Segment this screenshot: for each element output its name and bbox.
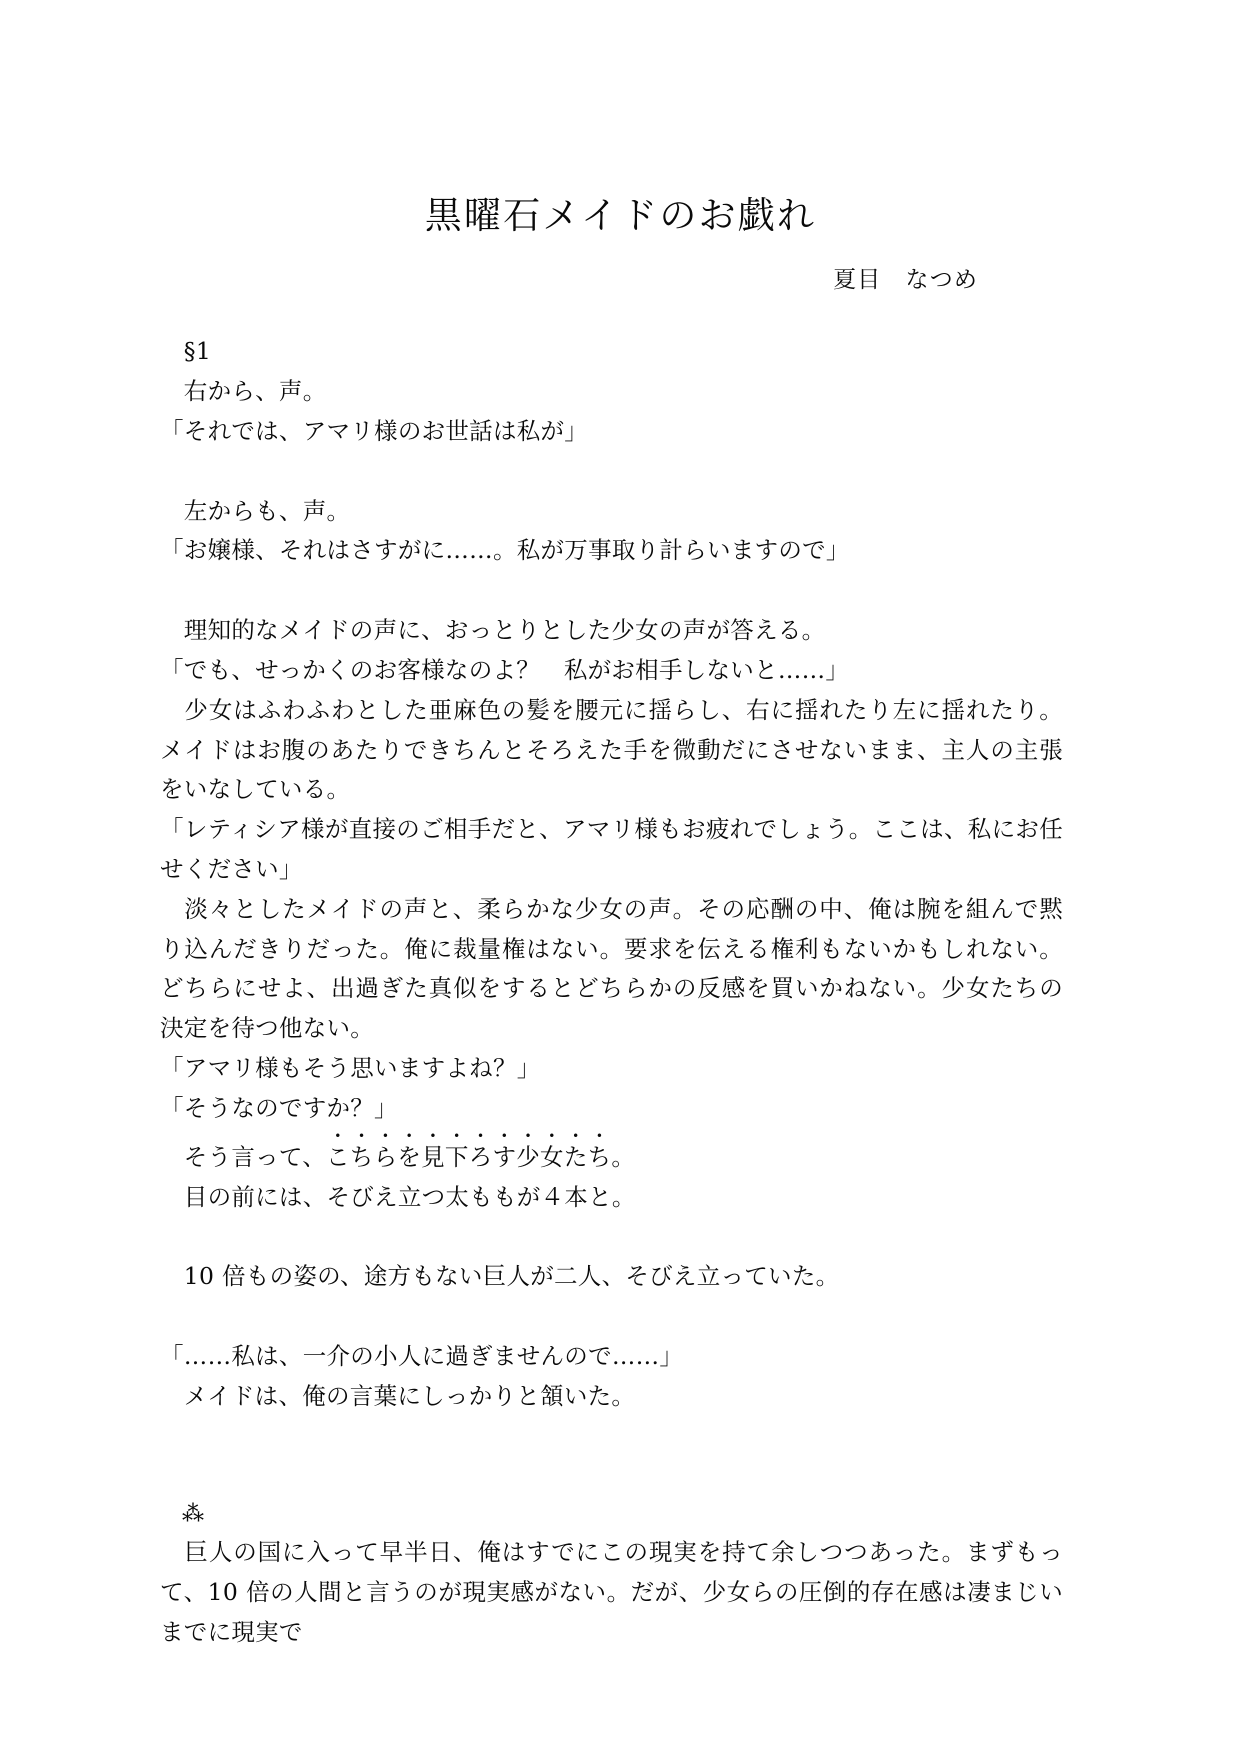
dialogue-line: 「お嬢様、それはさすがに……。私が万事取り計らいますので」 [160, 536, 850, 565]
dialogue-line: 「……私は、一介の小人に過ぎませんので……」 [160, 1341, 684, 1370]
narration-line: 理知的なメイドの声に、おっとりとした少女の声が答える。 [160, 616, 826, 645]
blank-line [160, 1456, 1063, 1496]
blank-line [160, 452, 1063, 492]
page-title: 黒曜石メイドのお戯れ [424, 194, 817, 237]
scene-break-marker: ⁂ [160, 1502, 205, 1528]
dialogue-line: 「それでは、アマリ様のお世話は私が」 [160, 416, 589, 445]
narration-line: 目の前には、そびえ立つ太ももが４本と。 [160, 1182, 636, 1211]
blank-line [160, 1297, 1063, 1337]
narration-line: 淡々としたメイドの声と、柔らかな少女の声。その応酬の中、俺は腕を組んで黙り込んだきりだった。俺に裁量権はない。要求を伝える権利もないかもしれない。どちらにせよ、出過ぎた真似をするとどちらかの反感を買いかねない。少女たちの決定を待つ他ない。 [160, 894, 1063, 1043]
section-heading: §1 [160, 337, 212, 366]
dialogue-line: 「アマリ様もそう思いますよね？」 [160, 1054, 541, 1083]
narration-line: 10 倍もの姿の、途方もない巨人が二人、そびえ立っていた。 [160, 1262, 840, 1291]
emphasis-dotted-text: こちらを見下ろす少女たち [326, 1142, 612, 1171]
narration-line-emphasized [160, 1129, 1063, 1178]
narration-line: メイドは、俺の言葉にしっかりと頷いた。 [160, 1381, 636, 1410]
author-byline: 夏目 なつめ [833, 267, 978, 294]
narration-line: 右から、声。 [160, 377, 327, 406]
text-run: 。 [611, 1142, 636, 1171]
dialogue-line: 「レティシア様が直接のご相手だと、アマリ様もお疲れでしょう。ここは、私にお任せください」 [160, 815, 1063, 883]
narration-line: 左からも、声。 [160, 496, 351, 525]
dialogue-line: 「そうなのですか？」 [160, 1093, 398, 1122]
body-text [0, 296, 1241, 1653]
narration-line: 少女はふわふわとした亜麻色の髪を腰元に揺らし、右に揺れたり左に揺れたり。メイドはお腹のあたりできちんとそろえた手を微動だにさせないまま、主人の主張をいなしている。 [160, 695, 1063, 804]
blank-line [160, 1217, 1063, 1257]
blank-line [160, 1417, 1063, 1457]
narration-line: 巨人の国に入って早半日、俺はすでにこの現実を持て余しつつあった。まずもって、10 倍の人間と言うのが現実感がない。だが、少女らの圧倒的存在感は凄まじいまでに現実で [160, 1538, 1063, 1647]
text-run: そう言って、 [160, 1142, 327, 1171]
dialogue-line: 「でも、せっかくのお客様なのよ？ 私がお相手しないと……」 [160, 655, 850, 684]
blank-line [160, 571, 1063, 611]
